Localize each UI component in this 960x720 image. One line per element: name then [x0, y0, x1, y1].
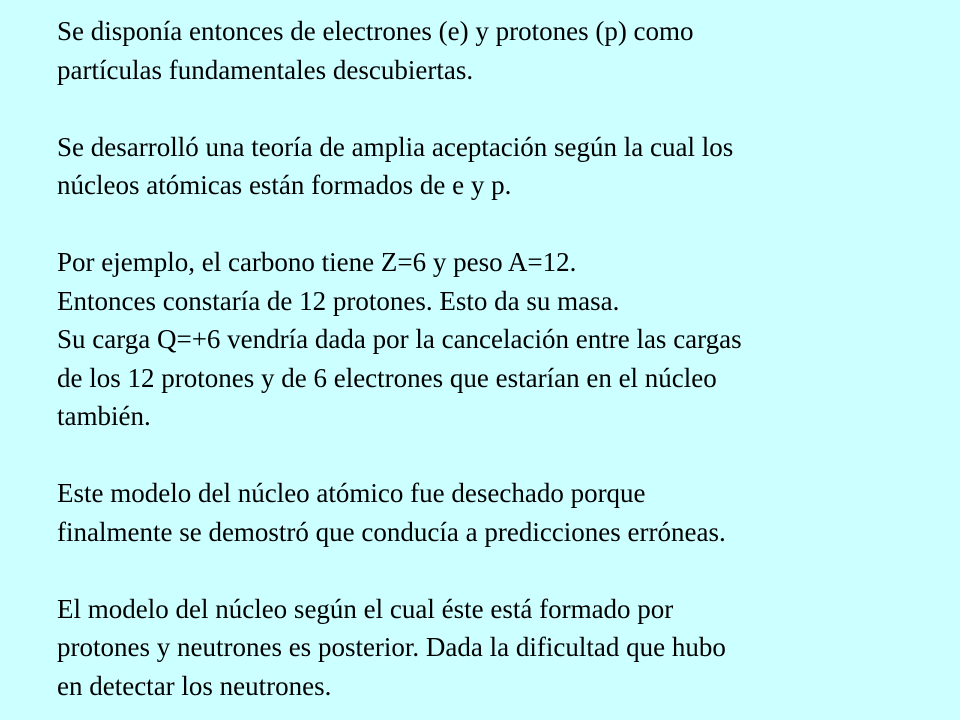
paragraph-spacer — [57, 436, 937, 475]
paragraph-spacer — [57, 89, 937, 128]
text-line: también. — [57, 401, 151, 431]
paragraph-theory — [57, 128, 937, 205]
paragraph-spacer — [57, 205, 937, 244]
paragraph-carbon-example — [57, 243, 937, 436]
text-line: de los 12 protones y de 6 electrones que estarían en el núcleo — [57, 362, 717, 393]
text-line: Este modelo del núcleo atómico fue desechado porque — [57, 478, 646, 508]
text-line: Por ejemplo, el carbono tiene Z=6 y peso A=12. — [57, 247, 577, 277]
paragraph-spacer — [57, 551, 937, 590]
text-line: Su carga Q=+6 vendría dada por la cancelación entre las cargas — [57, 324, 742, 354]
text-line: en detectar los neutrones. — [57, 670, 332, 701]
paragraph-particles — [57, 12, 937, 89]
paragraph-model-discarded — [57, 474, 937, 551]
paragraph-neutron-model — [57, 590, 937, 706]
text-line: finalmente se demostró que conducía a predicciones erróneas. — [57, 516, 726, 547]
text-line: Se desarrolló una teoría de amplia aceptación según la cual los — [57, 131, 734, 162]
text-line: Se disponía entonces de electrones (e) y protones (p) como — [57, 16, 694, 46]
text-line: partículas fundamentales descubiertas. — [57, 54, 474, 85]
text-line: núcleos atómicas están formados de e y p. — [57, 170, 512, 200]
slide-text-body — [57, 12, 937, 705]
text-line: Entonces constaría de 12 protones. Esto da su masa. — [57, 285, 620, 316]
text-line: protones y neutrones es posterior. Dada la dificultad que hubo — [57, 632, 726, 662]
text-line: El modelo del núcleo según el cual éste está formado por — [57, 593, 674, 624]
